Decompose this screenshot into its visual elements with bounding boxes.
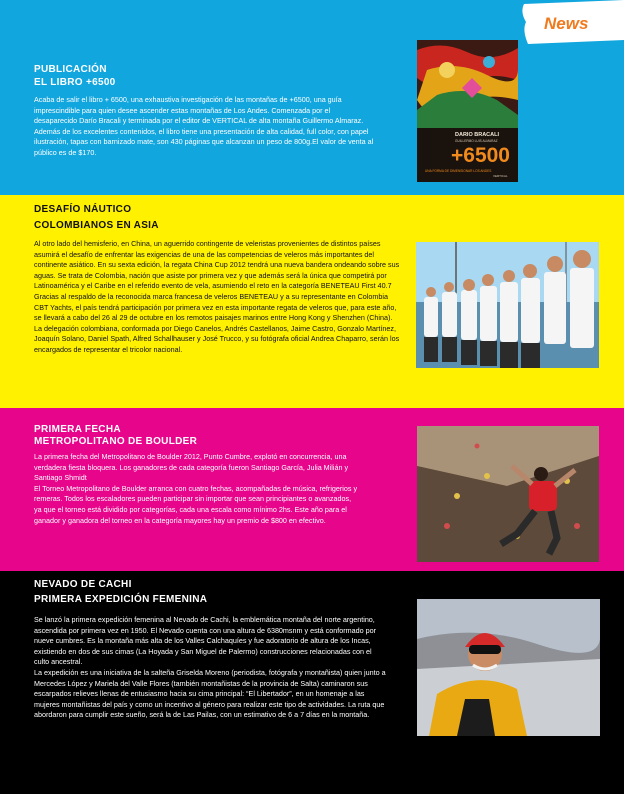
book-tagline: UNA FORMA DE DIMENSIONAR LOS ANDES	[425, 169, 492, 173]
section-subtitle: COLOMBIANOS EN ASIA	[34, 220, 159, 231]
book-cover-image	[417, 40, 518, 182]
section-body: Acaba de salir el libro + 6500, una exhaustiva investigación de las montañas de +6500, una guía imprescindible para quien desee ascender estas montañas de Los Andes. Comenzada por el desaparecido Darío Bracali y terminada por el editor de VERTICAL de alta montaña Guillermo Almaraz. Además de los excelentes contenidos, el libro tiene una presentación de alta calidad, full color, con papel ilustración, tapas con barnizado mate, son 430 páginas que alcanzan un peso de 800g.El valor de venta al público es de $170.	[34, 95, 374, 157]
section-subtitle: PRIMERA EXPEDICIÓN FEMENINA	[34, 594, 208, 605]
section-nevado-de-cachi	[0, 571, 624, 794]
news-tab	[520, 0, 624, 46]
section-subtitle: METROPOLITANO DE BOULDER	[34, 436, 198, 447]
section-title: PUBLICACIÓN	[34, 64, 107, 75]
section-body: La primera fecha del Metropolitano de Boulder 2012, Punto Cumbre, explotó en concurrencia, una verdadera fiesta bloquera. Los ganadores de cada categoría fueron Santiago García, Julia Milián y Santiago Shmidt El Torneo Metropolitano de Boulder arranca con cuatro fechas, acompañadas de música, refrigerios y remeras. Todos los escaladores pueden participar sin importar que sean principiantes o avanzados, ya que el torneo está dividido por categorías, cada una escala como mínimo 2hs. Este año para el ganador y ganadora del torneo en la categoría mayores hay un premio de $800 en efectivo.	[34, 452, 358, 525]
news-label: News	[544, 14, 589, 33]
section-primera-fecha	[0, 408, 624, 571]
climber-portrait-photo	[417, 599, 600, 736]
sailing-team-photo	[416, 242, 599, 368]
sailing-team-art	[416, 242, 599, 368]
boulder-climbing-art	[417, 426, 599, 562]
section-subtitle: EL LIBRO +6500	[34, 77, 116, 88]
section-title: NEVADO DE CACHI	[34, 579, 132, 590]
boulder-climbing-photo	[417, 426, 599, 562]
section-body: Se lanzó la primera expedición femenina al Nevado de Cachi, la emblemática montaña del norte argentino, ascendida por primera vez en 1950. El Nevado cuenta con una altura de 6380msnm y está conformado por nueve cumbres. Es la montaña más alta de los Valles Calchaquíes y fue adoratorio de altura de los Incas, existiendo en dos de sus cimas (La Hoyada y San Miguel de Palermo) construcciones relacionadas con el culto ancestral. La expedición es una iniciativa de la salteña Griselda Moreno (periodista, fotógrafa y montañista) quien junto a Mercedes López y Mariela del Valle Flores (también montañistas de la provincia de Salta) caminaron sus escarpados relieves llenas de entusiasmo hacia su cima principal: “El Libertador”, en un homenaje a las mujeres montañistas del país y como un incentivo al género para realizar este tipo de actividades. La ruta que abordaron para cumplir este sueño, será la de Las Pailas, con un estimativo de 6 a 7 días en la montaña.	[34, 615, 386, 720]
book-title: +6500	[451, 144, 510, 167]
section-body: Al otro lado del hemisferio, en China, un aguerrido contingente de veleristas provenientes de distintos países asumirá el desafío de enfrentar las exigencias de una de las competencias de veleros más importantes del continente asiático. En su sexta edición, la regata China Cup 2012 tendrá una nueva bandera ondeando sobre sus aguas. Se trata de Colombia, nación que asiste por primera vez y que además será la única que competirá por Latinoamérica y el Caribe en el referido evento de vela, asumiendo el reto en la categoría BENETEAU First 40.7 Gracias al respaldo de la reconocida marca francesa de veleros BENETEAU y a su representante en Colombia CBT Yachts, el país tendrá participación por primera vez en esta importante regata de veleros que, para este año, se llevará a cabo del 26 al 29 de octubre en los remotos paisajes marinos entre Hong Kong y Shenzhen (China). La delegación colombiana, conformada por Diego Canelos, Andrés Castellanos, Jaime Castro, Gonzalo Martínez, Joaquín Solano, Daniel Spath, Alfred Schallhauser y José Trucco, y su fotógrafa oficial Andrea Chaparro, serán los encargados de representar el tricolor nacional.	[34, 239, 400, 354]
book-coauthor: GUILLERMO LUIS ALMARAZ	[455, 139, 498, 143]
climber-portrait-art	[417, 599, 600, 736]
book-author: DARIO BRACALI	[455, 132, 499, 138]
section-title: DESAFÍO NÁUTICO	[34, 204, 132, 215]
section-title: PRIMERA FECHA	[34, 424, 121, 435]
book-publisher: VERTICAL	[493, 174, 508, 178]
section-desafio-nautico	[0, 195, 624, 408]
